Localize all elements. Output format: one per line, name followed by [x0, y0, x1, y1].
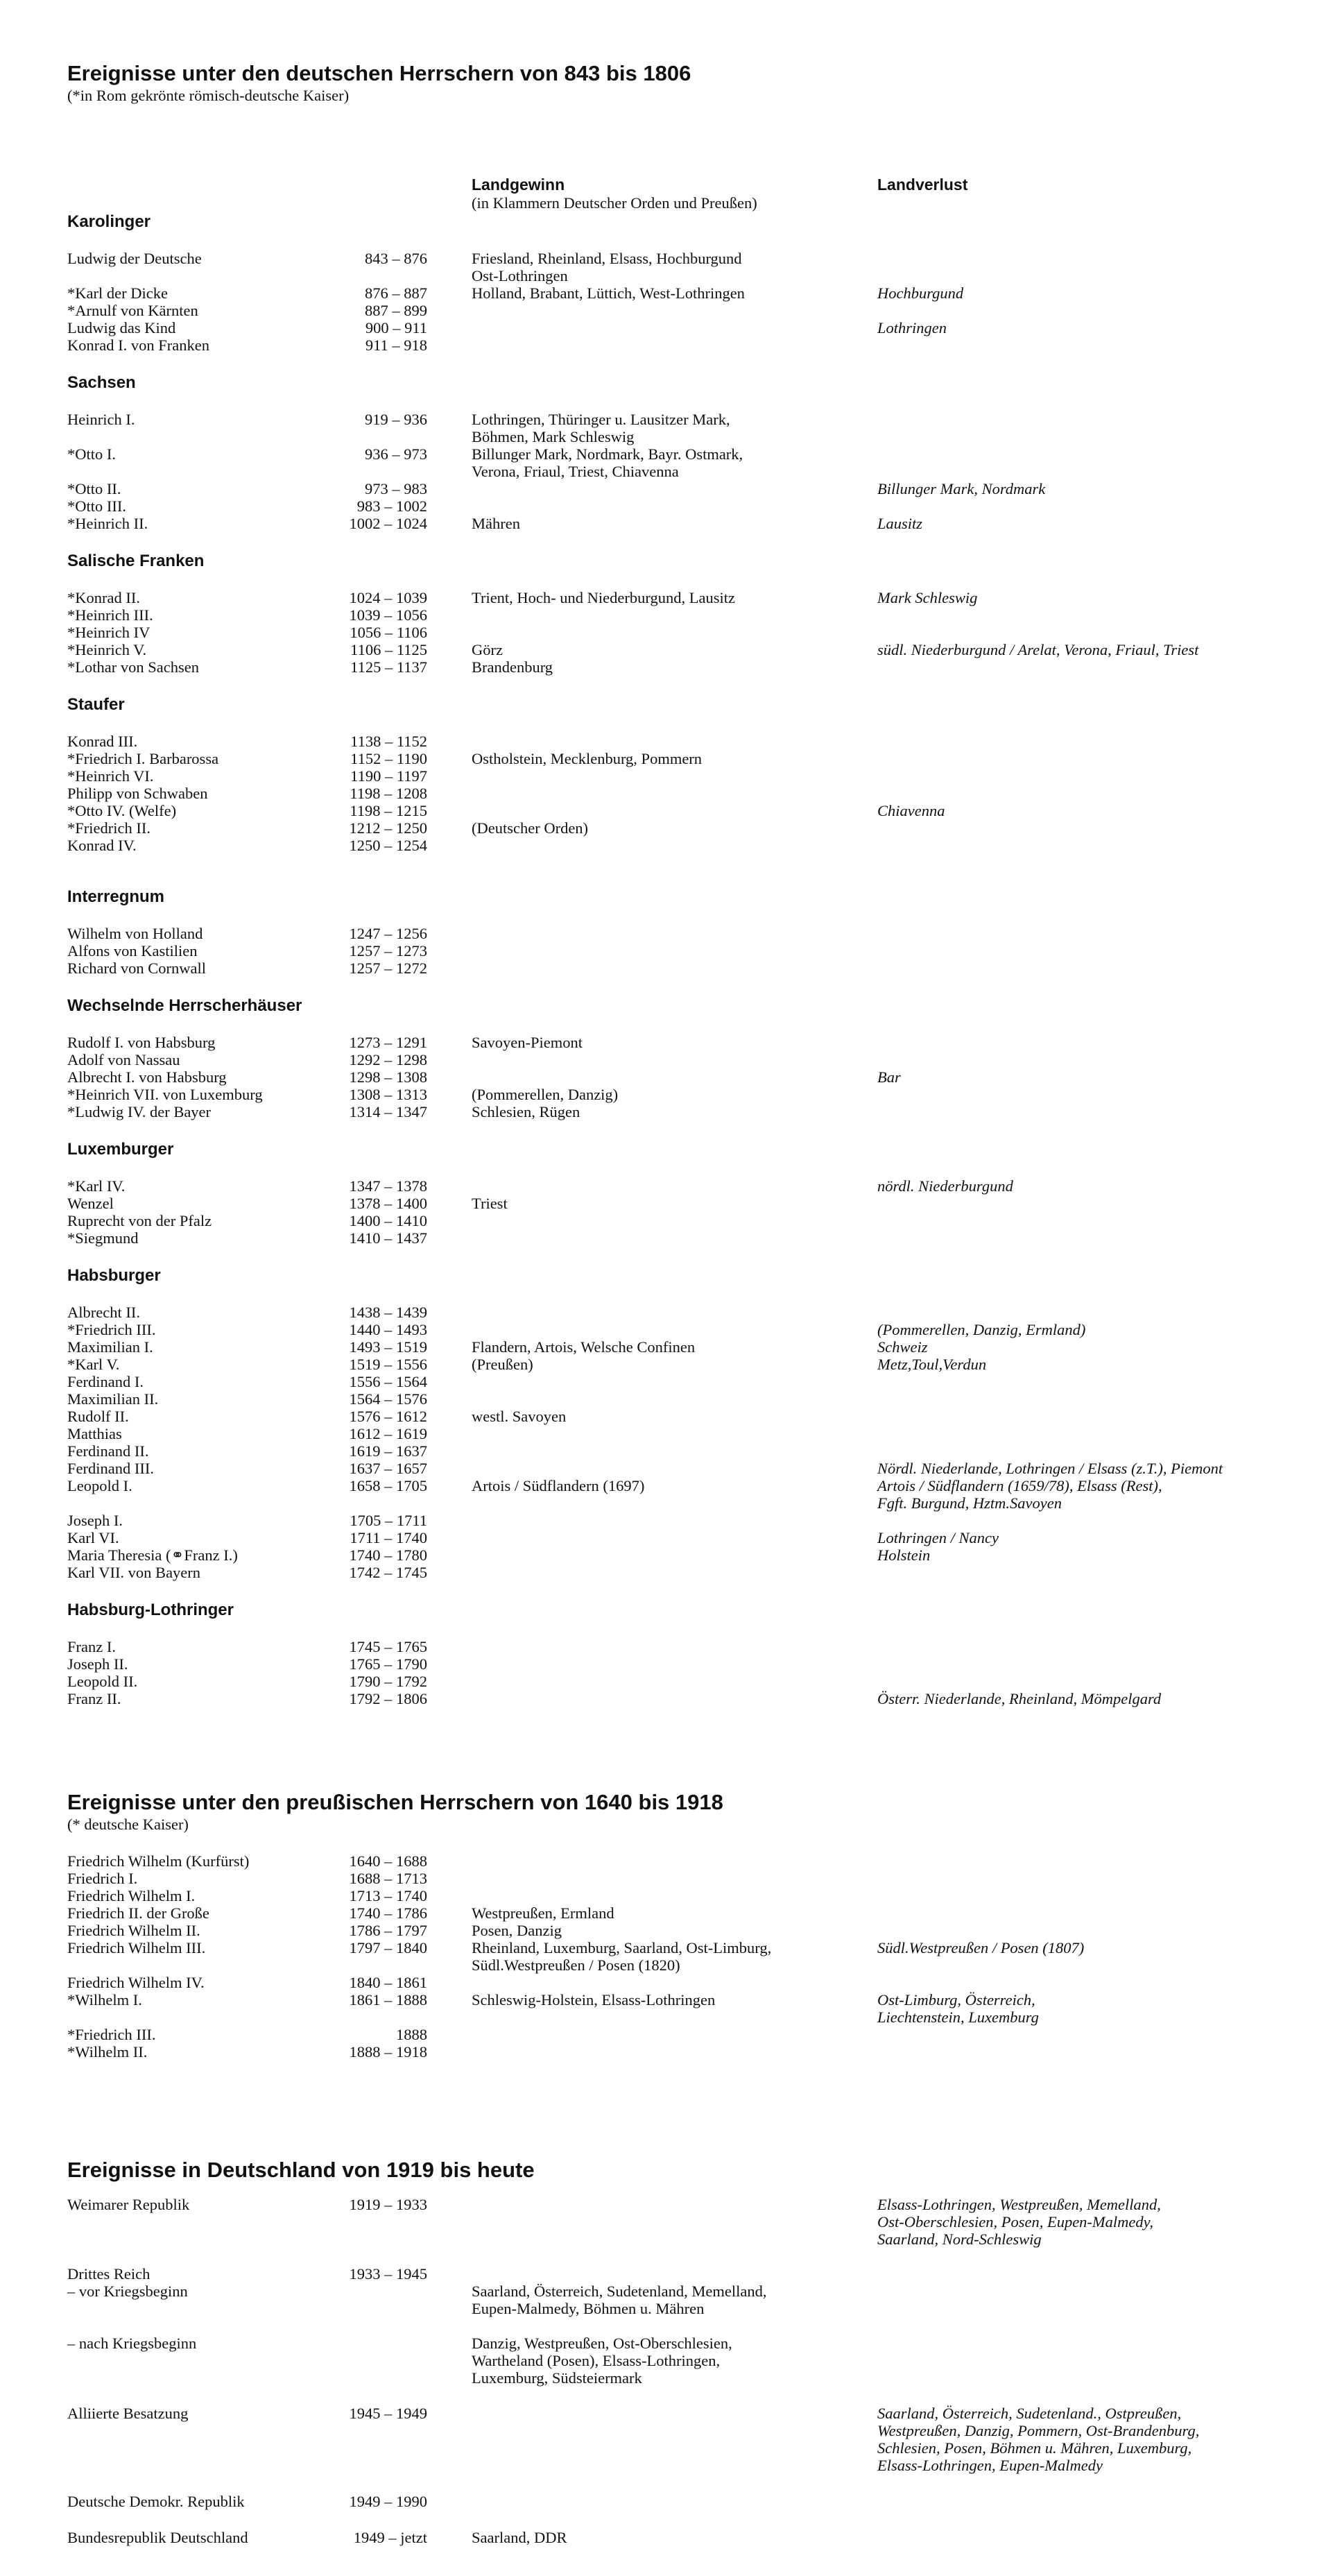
ruler-name: – vor Kriegsbeginn — [67, 2283, 188, 2300]
reign-years: 973 – 983 — [365, 480, 427, 497]
land-gain-line: (Deutscher Orden) — [472, 819, 589, 837]
ruler-name: Matthias — [67, 1425, 122, 1442]
land-loss-line: Saarland, Nord-Schleswig — [877, 2230, 1042, 2248]
reign-years: 1138 – 1152 — [350, 733, 427, 750]
land-gain-line: Verona, Friaul, Triest, Chiavenna — [472, 463, 679, 480]
column-header-loss: Landverlust — [877, 176, 968, 194]
group-heading: Luxemburger — [67, 1140, 174, 1159]
reign-years: 1024 – 1039 — [349, 589, 427, 606]
ruler-name: *Heinrich VII. von Luxemburg — [67, 1086, 263, 1103]
reign-years: 900 – 911 — [365, 319, 427, 336]
land-loss-line: Liechtenstein, Luxemburg — [877, 2008, 1039, 2026]
reign-years: 1612 – 1619 — [349, 1425, 427, 1442]
reign-years: 1949 – jetzt — [353, 2529, 427, 2546]
land-gain-line: Rheinland, Luxemburg, Saarland, Ost-Limburg, — [472, 1939, 772, 1956]
land-loss-line: (Pommerellen, Danzig, Ermland) — [877, 1321, 1086, 1338]
reign-years: 1257 – 1272 — [349, 959, 427, 977]
ruler-name: Karl VII. von Bayern — [67, 1564, 201, 1581]
ruler-name: Ludwig der Deutsche — [67, 250, 202, 267]
land-loss-line: Metz,Toul,Verdun — [877, 1356, 987, 1373]
reign-years: 1658 – 1705 — [349, 1477, 427, 1494]
land-gain-line: Brandenburg — [472, 658, 553, 676]
reign-years: 1765 – 1790 — [349, 1655, 427, 1673]
ruler-name: Friedrich Wilhelm IV. — [67, 1974, 205, 1991]
reign-years: 1933 – 1945 — [349, 2265, 427, 2283]
reign-years: 1400 – 1410 — [349, 1212, 427, 1229]
reign-years: 1519 – 1556 — [349, 1356, 427, 1373]
land-gain-line: Billunger Mark, Nordmark, Bayr. Ostmark, — [472, 445, 743, 463]
reign-years: 1888 – 1918 — [349, 2043, 427, 2061]
reign-years: 1250 – 1254 — [349, 837, 427, 854]
ruler-name: Albrecht I. von Habsburg — [67, 1068, 227, 1086]
land-gain-line: Mähren — [472, 515, 520, 532]
ruler-name: Franz II. — [67, 1690, 121, 1707]
land-loss-line: Hochburgund — [877, 284, 964, 302]
land-gain-line: Triest — [472, 1195, 508, 1212]
reign-years: 1919 – 1933 — [349, 2196, 427, 2213]
reign-years: 1786 – 1797 — [349, 1922, 427, 1939]
ruler-name: *Lothar von Sachsen — [67, 658, 199, 676]
land-loss-line: Schlesien, Posen, Böhmen u. Mähren, Luxemburg, — [877, 2439, 1192, 2457]
group-heading: Wechselnde Herrscherhäuser — [67, 996, 302, 1015]
ruler-name: Rudolf I. von Habsburg — [67, 1034, 216, 1051]
ruler-name: Ferdinand II. — [67, 1442, 149, 1460]
group-heading: Sachsen — [67, 373, 136, 392]
reign-years: 911 – 918 — [365, 336, 427, 354]
column-header-gain: Landgewinn — [472, 176, 565, 194]
reign-years: 1257 – 1273 — [349, 942, 427, 959]
section-title: Ereignisse unter den deutschen Herrschern von 843 bis 1806 — [67, 61, 691, 85]
group-heading: Salische Franken — [67, 552, 205, 570]
ruler-name: Leopold I. — [67, 1477, 132, 1494]
land-loss-line: Mark Schleswig — [877, 589, 978, 606]
reign-years: 1888 — [396, 2026, 427, 2043]
land-loss-line: Lausitz — [877, 515, 923, 532]
ruler-name: Leopold II. — [67, 1673, 138, 1690]
ruler-name: *Friedrich III. — [67, 1321, 156, 1338]
reign-years: 1002 – 1024 — [349, 515, 427, 532]
ruler-name: Joseph II. — [67, 1655, 128, 1673]
land-gain-line: Südl.Westpreußen / Posen (1820) — [472, 1956, 680, 1974]
ruler-name: Deutsche Demokr. Republik — [67, 2493, 245, 2510]
reign-years: 1711 – 1740 — [350, 1529, 427, 1546]
reign-years: 1861 – 1888 — [349, 1991, 427, 2008]
ruler-name: *Otto II. — [67, 480, 121, 497]
ruler-name: Ferdinand I. — [67, 1373, 144, 1390]
reign-years: 936 – 973 — [365, 445, 427, 463]
reign-years: 1190 – 1197 — [350, 767, 427, 785]
reign-years: 1106 – 1125 — [350, 641, 427, 658]
reign-years: 1688 – 1713 — [349, 1870, 427, 1887]
reign-years: 919 – 936 — [365, 411, 427, 428]
reign-years: 1198 – 1215 — [350, 802, 427, 819]
ruler-name: Friedrich II. der Große — [67, 1904, 209, 1922]
ruler-name: Ferdinand III. — [67, 1460, 154, 1477]
land-loss-line: Billunger Mark, Nordmark — [877, 480, 1046, 497]
ruler-name: *Heinrich II. — [67, 515, 148, 532]
reign-years: 983 – 1002 — [356, 497, 427, 515]
section-title: Ereignisse in Deutschland von 1919 bis heute — [67, 2158, 535, 2182]
reign-years: 1247 – 1256 — [349, 925, 427, 942]
land-gain-line: Schlesien, Rügen — [472, 1103, 580, 1120]
ruler-name: *Otto III. — [67, 497, 126, 515]
land-gain-line: Görz — [472, 641, 503, 658]
ruler-name: Franz I. — [67, 1638, 116, 1655]
reign-years: 1378 – 1400 — [349, 1195, 427, 1212]
land-gain-line: (Preußen) — [472, 1356, 533, 1373]
reign-years: 1745 – 1765 — [349, 1638, 427, 1655]
ruler-name: Friedrich Wilhelm (Kurfürst) — [67, 1852, 250, 1870]
group-heading: Interregnum — [67, 887, 165, 906]
land-gain-line: Artois / Südflandern (1697) — [472, 1477, 645, 1494]
land-loss-line: südl. Niederburgund / Arelat, Verona, Friaul, Triest — [877, 641, 1199, 658]
land-gain-line: Ost-Lothringen — [472, 267, 568, 284]
ruler-name: Konrad III. — [67, 733, 138, 750]
reign-years: 1797 – 1840 — [349, 1939, 427, 1956]
land-gain-line: (Pommerellen, Danzig) — [472, 1086, 619, 1103]
reign-years: 1273 – 1291 — [349, 1034, 427, 1051]
reign-years: 1713 – 1740 — [349, 1887, 427, 1904]
reign-years: 1292 – 1298 — [349, 1051, 427, 1068]
land-loss-line: Holstein — [877, 1546, 931, 1564]
reign-years: 1298 – 1308 — [349, 1068, 427, 1086]
ruler-name: Joseph I. — [67, 1512, 123, 1529]
land-loss-line: Westpreußen, Danzig, Pommern, Ost-Brandenburg, — [877, 2422, 1200, 2439]
ruler-name: *Friedrich II. — [67, 819, 150, 837]
reign-years: 1440 – 1493 — [349, 1321, 427, 1338]
land-gain-line: Trient, Hoch- und Niederburgund, Lausitz — [472, 589, 735, 606]
ruler-name: Friedrich I. — [67, 1870, 138, 1887]
reign-years: 1705 – 1711 — [350, 1512, 427, 1529]
reign-years: 887 – 899 — [365, 302, 427, 319]
land-gain-line: Flandern, Artois, Welsche Confinen — [472, 1338, 696, 1356]
reign-years: 1840 – 1861 — [349, 1974, 427, 1991]
reign-years: 1212 – 1250 — [349, 819, 427, 837]
land-loss-line: Südl.Westpreußen / Posen (1807) — [877, 1939, 1085, 1956]
section-subtitle: (*in Rom gekrönte römisch-deutsche Kaiser) — [67, 87, 350, 104]
ruler-name: *Ludwig IV. der Bayer — [67, 1103, 212, 1120]
land-loss-line: Schweiz — [877, 1338, 928, 1356]
ruler-name: Richard von Cornwall — [67, 959, 206, 977]
reign-years: 1637 – 1657 — [349, 1460, 427, 1477]
reign-years: 1039 – 1056 — [349, 606, 427, 624]
section-title: Ereignisse unter den preußischen Herrschern von 1640 bis 1918 — [67, 1790, 723, 1814]
ruler-name: *Karl IV. — [67, 1177, 126, 1195]
land-gain-line: Saarland, DDR — [472, 2529, 567, 2546]
reign-years: 1576 – 1612 — [349, 1408, 427, 1425]
land-gain-line: Lothringen, Thüringer u. Lausitzer Mark, — [472, 411, 730, 428]
reign-years: 1790 – 1792 — [349, 1673, 427, 1690]
ruler-name: *Otto IV. (Welfe) — [67, 802, 177, 819]
reign-years: 1198 – 1208 — [350, 785, 427, 802]
reign-years: 1438 – 1439 — [349, 1304, 427, 1321]
group-heading: Karolinger — [67, 212, 151, 231]
reign-years: 1740 – 1786 — [349, 1904, 427, 1922]
ruler-name: Adolf von Nassau — [67, 1051, 180, 1068]
ruler-name: – nach Kriegsbeginn — [67, 2335, 197, 2352]
ruler-name: *Heinrich V. — [67, 641, 147, 658]
land-loss-line: Elsass-Lothringen, Westpreußen, Memelland, — [877, 2196, 1161, 2213]
ruler-name: Bundesrepublik Deutschland — [67, 2529, 248, 2546]
reign-years: 1640 – 1688 — [349, 1852, 427, 1870]
land-loss-line: nördl. Niederburgund — [877, 1177, 1013, 1195]
ruler-name: Karl VI. — [67, 1529, 119, 1546]
reign-years: 1314 – 1347 — [349, 1103, 427, 1120]
land-gain-line: Eupen-Malmedy, Böhmen u. Mähren — [472, 2300, 705, 2317]
ruler-name: Konrad IV. — [67, 837, 137, 854]
ruler-name: *Otto I. — [67, 445, 116, 463]
reign-years: 1152 – 1190 — [350, 750, 427, 767]
ruler-name: *Heinrich III. — [67, 606, 153, 624]
reign-years: 1949 – 1990 — [349, 2493, 427, 2510]
ruler-name: *Karl V. — [67, 1356, 120, 1373]
ruler-name: Weimarer Republik — [67, 2196, 190, 2213]
land-loss-line: Saarland, Österreich, Sudetenland., Ostpreußen, — [877, 2405, 1182, 2422]
land-gain-line: Danzig, Westpreußen, Ost-Oberschlesien, — [472, 2335, 732, 2352]
ruler-name: Konrad I. von Franken — [67, 336, 209, 354]
reign-years: 1556 – 1564 — [349, 1373, 427, 1390]
land-loss-line: Österr. Niederlande, Rheinland, Mömpelgard — [877, 1690, 1162, 1707]
reign-years: 843 – 876 — [365, 250, 427, 267]
reign-years: 1564 – 1576 — [349, 1390, 427, 1408]
reign-years: 1056 – 1106 — [350, 624, 427, 641]
ruler-name: *Friedrich III. — [67, 2026, 156, 2043]
ruler-name: Friedrich Wilhelm I. — [67, 1887, 196, 1904]
land-gain-line: Saarland, Österreich, Sudetenland, Memelland, — [472, 2283, 767, 2300]
reign-years: 1740 – 1780 — [349, 1546, 427, 1564]
land-loss-line: Nördl. Niederlande, Lothringen / Elsass (z.T.), Piemont — [877, 1460, 1223, 1477]
land-gain-line: Posen, Danzig — [472, 1922, 562, 1939]
land-loss-line: Elsass-Lothringen, Eupen-Malmedy — [877, 2457, 1103, 2474]
reign-years: 1493 – 1519 — [349, 1338, 427, 1356]
reign-years: 1742 – 1745 — [349, 1564, 427, 1581]
ruler-name: *Wilhelm I. — [67, 1991, 142, 2008]
section-subtitle: (* deutsche Kaiser) — [67, 1816, 189, 1833]
ruler-name: Friedrich Wilhelm II. — [67, 1922, 200, 1939]
ruler-name: Maximilian II. — [67, 1390, 159, 1408]
ruler-name: *Friedrich I. Barbarossa — [67, 750, 219, 767]
reign-years: 876 – 887 — [365, 284, 427, 302]
ruler-name: Heinrich I. — [67, 411, 135, 428]
reign-years: 1410 – 1437 — [349, 1229, 427, 1247]
land-loss-line: Fgft. Burgund, Hztm.Savoyen — [877, 1494, 1062, 1512]
land-gain-line: Luxemburg, Südsteiermark — [472, 2369, 642, 2387]
ruler-name: Rudolf II. — [67, 1408, 129, 1425]
land-gain-line: Ostholstein, Mecklenburg, Pommern — [472, 750, 703, 767]
group-heading: Staufer — [67, 695, 125, 714]
ruler-name: Philipp von Schwaben — [67, 785, 208, 802]
ruler-name: Ruprecht von der Pfalz — [67, 1212, 212, 1229]
ruler-name: Friedrich Wilhelm III. — [67, 1939, 206, 1956]
reign-years: 1792 – 1806 — [349, 1690, 427, 1707]
land-loss-line: Ost-Oberschlesien, Posen, Eupen-Malmedy, — [877, 2213, 1154, 2230]
ruler-name: Albrecht II. — [67, 1304, 140, 1321]
reign-years: 1945 – 1949 — [349, 2405, 427, 2422]
land-gain-line: Böhmen, Mark Schleswig — [472, 428, 635, 445]
ruler-name: *Heinrich IV — [67, 624, 150, 641]
land-gain-line: Westpreußen, Ermland — [472, 1904, 614, 1922]
ruler-name: *Karl der Dicke — [67, 284, 168, 302]
ruler-name: Wilhelm von Holland — [67, 925, 203, 942]
ruler-name: Wenzel — [67, 1195, 114, 1212]
column-subheader-gain: (in Klammern Deutscher Orden und Preußen) — [472, 194, 757, 212]
ruler-name: Ludwig das Kind — [67, 319, 176, 336]
ruler-name: Maria Theresia (⚭Franz I.) — [67, 1546, 238, 1564]
land-gain-line: Schleswig-Holstein, Elsass-Lothringen — [472, 1991, 716, 2008]
ruler-name: *Wilhelm II. — [67, 2043, 148, 2061]
ruler-name: Alliierte Besatzung — [67, 2405, 189, 2422]
land-gain-line: Wartheland (Posen), Elsass-Lothringen, — [472, 2352, 721, 2369]
land-loss-line: Lothringen — [877, 319, 947, 336]
ruler-name: *Heinrich VI. — [67, 767, 154, 785]
reign-years: 1125 – 1137 — [350, 658, 427, 676]
land-loss-line: Ost-Limburg, Österreich, — [877, 1991, 1035, 2008]
ruler-name: *Arnulf von Kärnten — [67, 302, 198, 319]
ruler-name: Alfons von Kastilien — [67, 942, 198, 959]
group-heading: Habsburg-Lothringer — [67, 1601, 234, 1619]
ruler-name: Maximilian I. — [67, 1338, 153, 1356]
land-gain-line: Savoyen-Piemont — [472, 1034, 583, 1051]
reign-years: 1308 – 1313 — [349, 1086, 427, 1103]
reign-years: 1347 – 1378 — [349, 1177, 427, 1195]
land-loss-line: Chiavenna — [877, 802, 945, 819]
land-gain-line: Friesland, Rheinland, Elsass, Hochburgund — [472, 250, 742, 267]
land-loss-line: Lothringen / Nancy — [877, 1529, 999, 1546]
ruler-name: *Siegmund — [67, 1229, 139, 1247]
group-heading: Habsburger — [67, 1266, 161, 1285]
reign-years: 1619 – 1637 — [349, 1442, 427, 1460]
land-gain-line: Holland, Brabant, Lüttich, West-Lothringen — [472, 284, 745, 302]
land-gain-line: westl. Savoyen — [472, 1408, 567, 1425]
ruler-name: Drittes Reich — [67, 2265, 150, 2283]
land-loss-line: Bar — [877, 1068, 901, 1086]
ruler-name: *Konrad II. — [67, 589, 140, 606]
land-loss-line: Artois / Südflandern (1659/78), Elsass (Rest), — [877, 1477, 1162, 1494]
